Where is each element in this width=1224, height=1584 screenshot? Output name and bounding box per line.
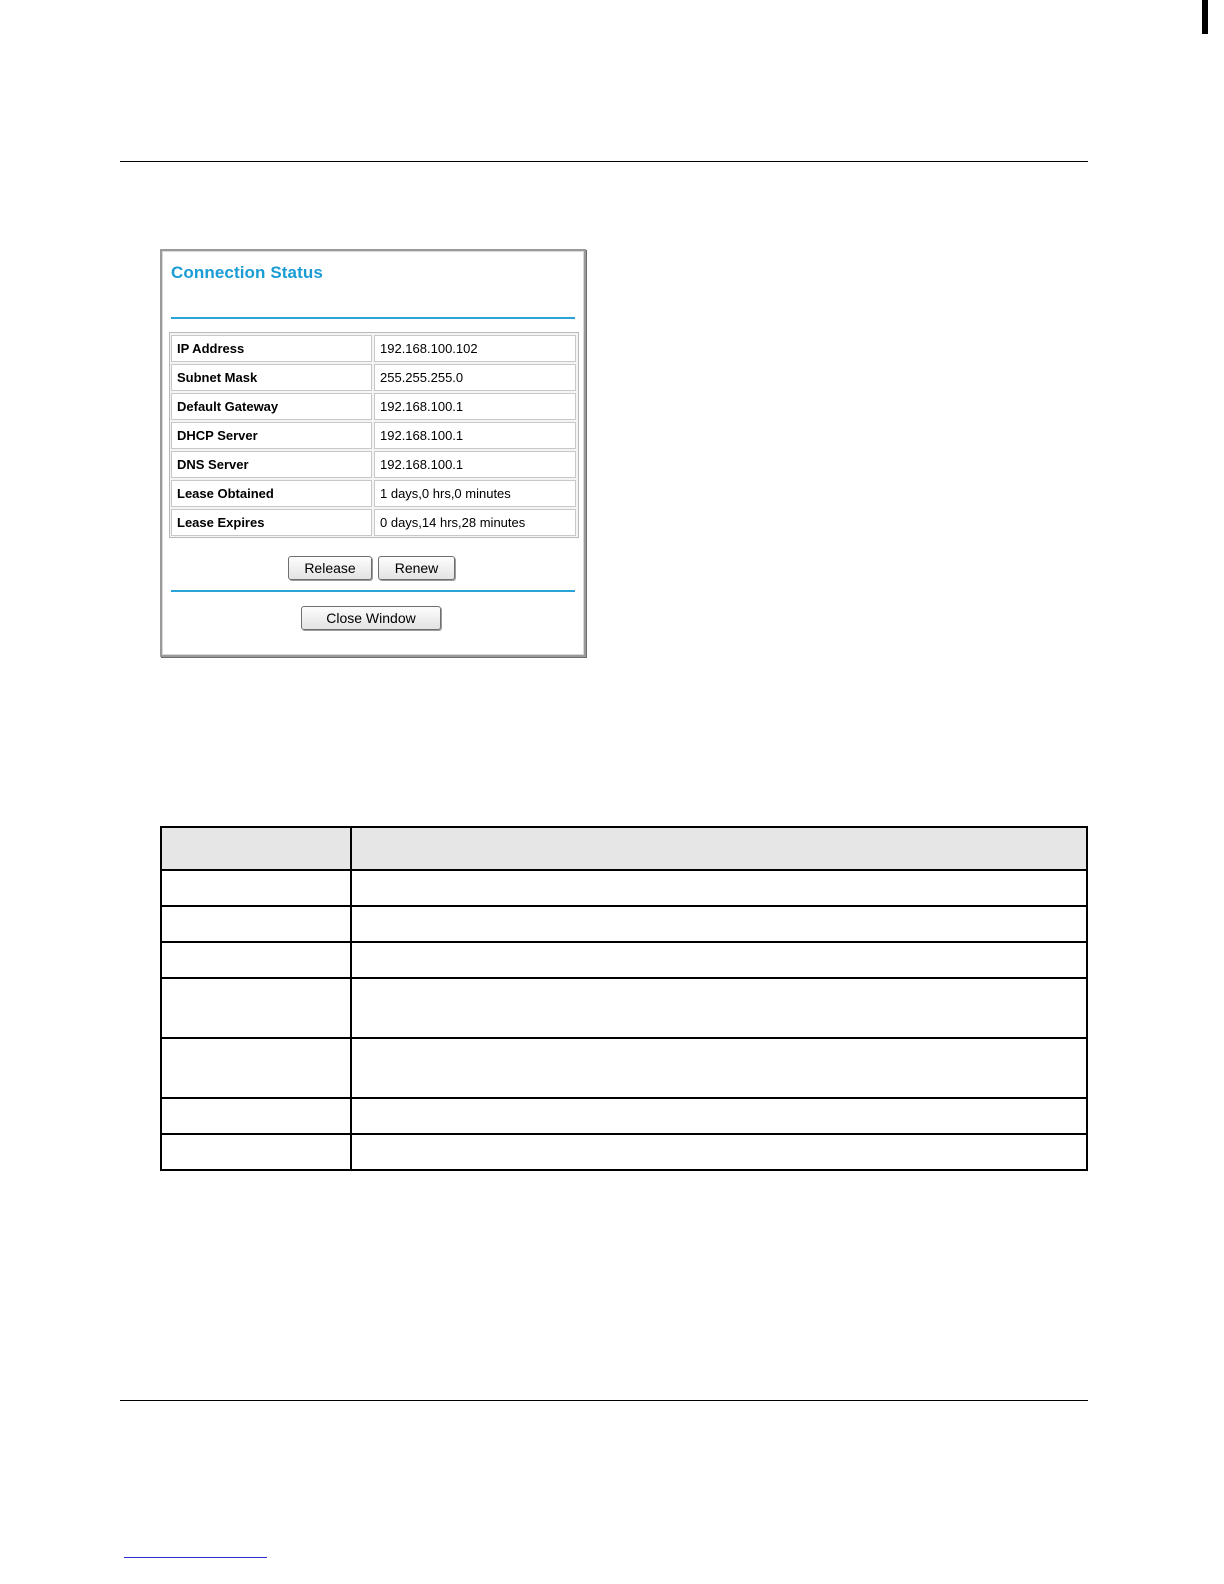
table-cell [161, 1134, 351, 1170]
status-row-ip-address [171, 335, 577, 362]
table-cell [351, 1098, 1087, 1134]
dns-server-value: 192.168.100.1 [374, 451, 576, 478]
lease-obtained-value: 1 days,0 hrs,0 minutes [374, 480, 576, 507]
table-cell [161, 870, 351, 906]
table-cell [351, 1134, 1087, 1170]
table-row [161, 870, 1087, 906]
table-cell [161, 1038, 351, 1098]
lease-expires-label: Lease Expires [171, 509, 372, 536]
dhcp-server-value: 192.168.100.1 [374, 422, 576, 449]
table-row [161, 1038, 1087, 1098]
table-header-cell [351, 827, 1087, 870]
renew-button[interactable]: Renew [378, 556, 455, 580]
title-divider [171, 317, 575, 319]
table-row [161, 906, 1087, 942]
table-row [161, 1098, 1087, 1134]
field-description-table [160, 826, 1088, 1171]
header-rule [120, 161, 1088, 162]
status-row-default-gateway [171, 393, 577, 420]
table-row [161, 978, 1087, 1038]
default-gateway-value: 192.168.100.1 [374, 393, 576, 420]
lease-expires-value: 0 days,14 hrs,28 minutes [374, 509, 576, 536]
connection-status-table [169, 332, 579, 538]
table-cell [161, 978, 351, 1038]
table-cell [161, 1098, 351, 1134]
table-row [161, 1134, 1087, 1170]
default-gateway-label: Default Gateway [171, 393, 372, 420]
close-window-button[interactable]: Close Window [301, 606, 441, 630]
ip-address-label: IP Address [171, 335, 372, 362]
table-cell [351, 870, 1087, 906]
table-row [161, 942, 1087, 978]
ip-address-value: 192.168.100.102 [374, 335, 576, 362]
status-row-lease-expires [171, 509, 577, 536]
subnet-mask-value: 255.255.255.0 [374, 364, 576, 391]
table-header-row [161, 827, 1087, 870]
release-button[interactable]: Release [288, 556, 372, 580]
status-row-dhcp-server [171, 422, 577, 449]
dhcp-server-label: DHCP Server [171, 422, 372, 449]
table-header-cell [161, 827, 351, 870]
status-row-dns-server [171, 451, 577, 478]
status-row-lease-obtained [171, 480, 577, 507]
table-cell [161, 906, 351, 942]
page-edge-marker [1202, 0, 1208, 34]
status-row-subnet-mask [171, 364, 577, 391]
lease-obtained-label: Lease Obtained [171, 480, 372, 507]
table-cell [161, 942, 351, 978]
button-divider [171, 590, 575, 592]
subnet-mask-label: Subnet Mask [171, 364, 372, 391]
connection-status-window [160, 249, 586, 657]
footer-link-underline[interactable] [124, 1557, 267, 1558]
connection-status-title: Connection Status [171, 263, 323, 282]
table-cell [351, 906, 1087, 942]
dns-server-label: DNS Server [171, 451, 372, 478]
table-cell [351, 1038, 1087, 1098]
footer-rule [120, 1400, 1088, 1401]
table-cell [351, 978, 1087, 1038]
table-cell [351, 942, 1087, 978]
